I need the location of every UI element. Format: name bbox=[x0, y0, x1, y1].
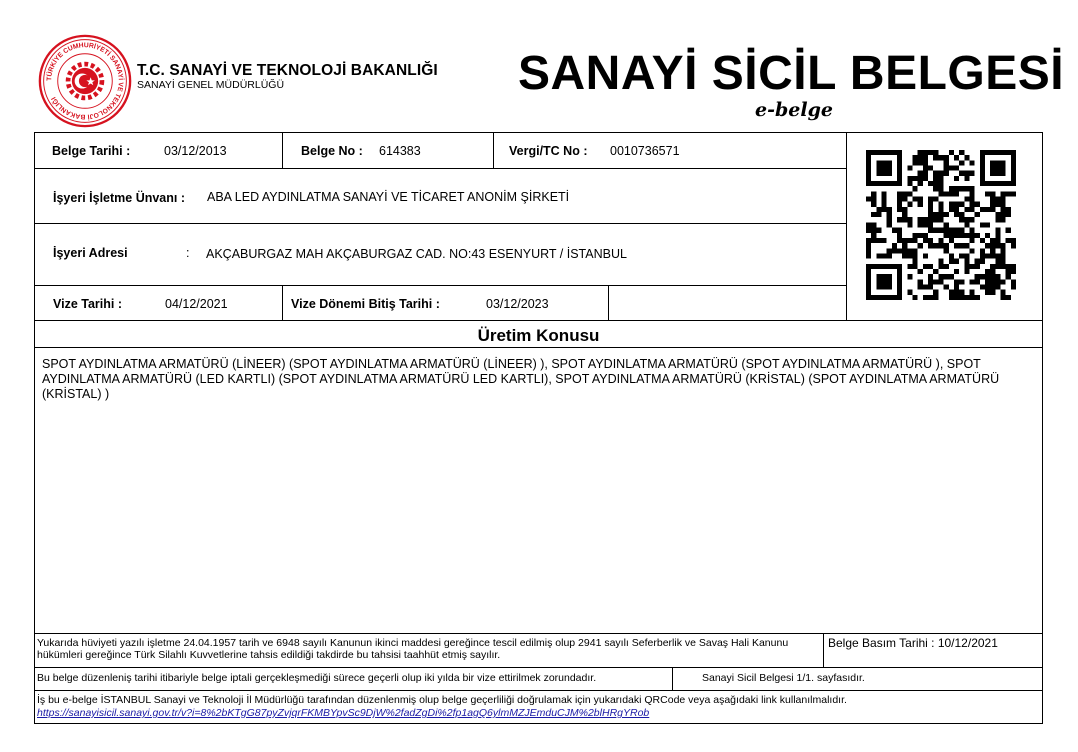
divider bbox=[34, 223, 846, 224]
divider bbox=[282, 285, 283, 321]
ministry-seal-icon bbox=[38, 34, 132, 128]
divider bbox=[846, 132, 847, 321]
statement-text: Yukarıda hüviyeti yazılı işletme 24.04.1957 tarih ve 6948 sayılı Kanunun ikinci maddesi gereğince tescil edilmiş olup 2941 sayılı Seferberlik ve Savaş Hali Kanunu hükümleri gereğince Türk Silahlı Kuvvetlerine tahsis edildiği takdirde bu tahsisi taahhüt etmiş sayılır. bbox=[37, 637, 789, 661]
divider bbox=[608, 285, 609, 321]
divider bbox=[34, 320, 1043, 321]
divider bbox=[493, 132, 494, 169]
vergi-no-label: Vergi/TC No : bbox=[509, 144, 588, 158]
belge-tarihi-value: 03/12/2013 bbox=[164, 144, 227, 158]
basim-tarihi: Belge Basım Tarihi : 10/12/2021 bbox=[828, 636, 998, 650]
vergi-no-value: 0010736571 bbox=[610, 144, 680, 158]
divider bbox=[34, 690, 1043, 691]
ministry-subtitle: SANAYİ GENEL MÜDÜRLÜĞÜ bbox=[137, 79, 285, 91]
vize-bitis-label: Vize Dönemi Bitiş Tarihi : bbox=[291, 297, 440, 311]
adres-colon: : bbox=[186, 246, 190, 260]
verify-link[interactable]: https://sanayisicil.sanayi.gov.tr/v?i=8%2bKTgG87pyZvjqrFKMBYpvSc9DjW%2fadZgDi%2fp1agQ6ylmMZJEmduCJM%2blHRgYRob bbox=[37, 707, 650, 719]
ministry-title: T.C. SANAYİ VE TEKNOLOJİ BAKANLIĞI bbox=[137, 62, 438, 79]
validity-text: Bu belge düzenleniş tarihi itibariyle belge iptali gerçekleşmediği sürece geçerli olup iki yılda bir vize ettirilmek zorundadır. bbox=[37, 672, 597, 684]
uretim-konusu-text: SPOT AYDINLATMA ARMATÜRÜ (LİNEER) (SPOT AYDINLATMA ARMATÜRÜ (LİNEER) ), SPOT AYDINLATMA ARMATÜRÜ (SPOT AYDINLATMA ARMATÜRÜ ), SPOT AYDINLATMA ARMATÜRÜ (LED KARTLI) (SPOT AYDINLATMA ARMATÜRÜ LED KARTLI), SPOT AYDINLATMA ARMATÜRÜ (KRİSTAL) (SPOT AYDINLATMA ARMATÜRÜ (KRİSTAL) ) bbox=[42, 357, 1000, 401]
adres-value: AKÇABURGAZ MAH AKÇABURGAZ CAD. NO:43 ESENYURT / İSTANBUL bbox=[206, 247, 627, 261]
divider bbox=[672, 667, 673, 691]
vize-tarihi-value: 04/12/2021 bbox=[165, 297, 228, 311]
ebelge-label: e-belge bbox=[755, 99, 833, 121]
divider bbox=[34, 168, 846, 169]
unvan-value: ABA LED AYDINLATMA SANAYİ VE TİCARET ANONİM ŞİRKETİ bbox=[207, 190, 570, 204]
belge-no-label: Belge No : bbox=[301, 144, 363, 158]
divider bbox=[282, 132, 283, 169]
divider bbox=[34, 347, 1043, 348]
document-title: SANAYİ SİCİL BELGESİ bbox=[518, 47, 1065, 100]
belge-no-value: 614383 bbox=[379, 144, 421, 158]
vize-tarihi-label: Vize Tarihi : bbox=[53, 297, 123, 311]
unvan-label: İşyeri İşletme Ünvanı : bbox=[53, 191, 186, 205]
adres-label: İşyeri Adresi bbox=[53, 246, 128, 260]
page-info: Sanayi Sicil Belgesi 1/1. sayfasıdır. bbox=[702, 672, 865, 684]
divider bbox=[34, 285, 846, 286]
svg-text:TÜRKİYE CUMHURİYETİ SANAYİ VE: TÜRKİYE CUMHURİYETİ SANAYİ VE TEKNOLOJİ BAKANLIĞI bbox=[46, 42, 124, 120]
divider bbox=[34, 633, 1043, 634]
divider bbox=[34, 667, 1043, 668]
uretim-konusu-title: Üretim Konusu bbox=[477, 326, 600, 345]
verify-text: İş bu e-belge İSTANBUL Sanayi ve Teknoloji İl Müdürlüğü tarafından düzenlenmiş olup belge geçerliliği doğrulamak için yukarıdaki QRCode veya aşağıdaki link kullanılmalıdır. bbox=[37, 694, 847, 706]
vize-bitis-value: 03/12/2023 bbox=[486, 297, 549, 311]
belge-tarihi-label: Belge Tarihi : bbox=[52, 144, 131, 158]
divider bbox=[823, 633, 824, 668]
qr-code-icon[interactable] bbox=[866, 150, 1016, 300]
